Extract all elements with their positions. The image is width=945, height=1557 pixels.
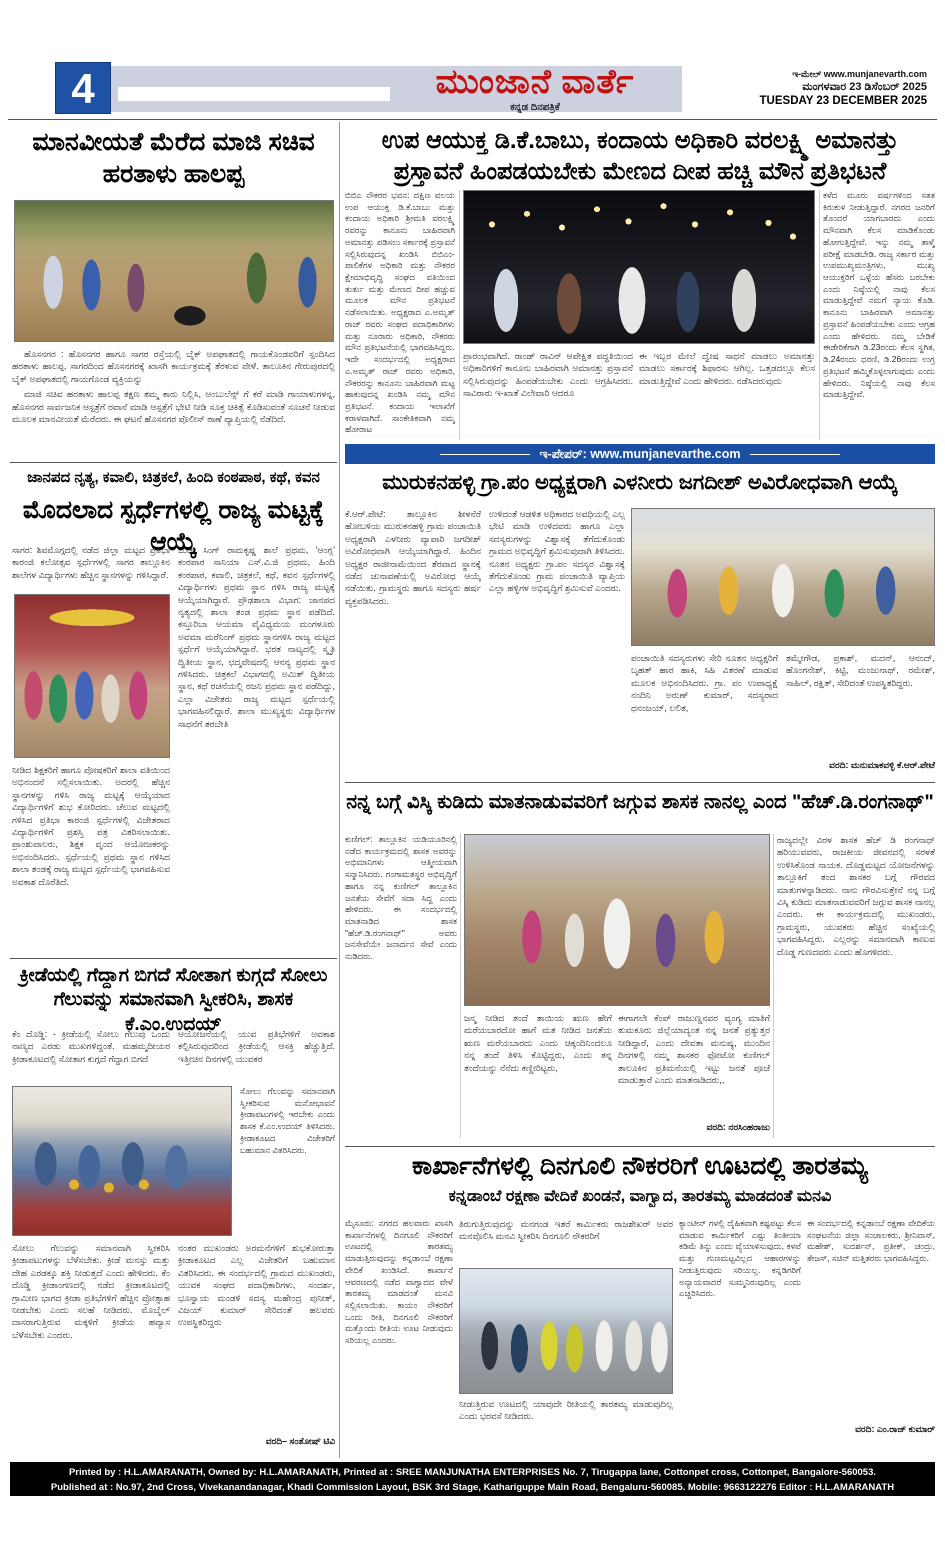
article-protest-col4: ಕಳೆದ ಮೂರು ವರ್ಷಗಳಿಂದ ಸತತ ಕಿರುಕುಳ ನೀಡುತ್ತಿದ್ದಾರೆ. ನಗರದ ಜನರಿಗೆ ತೊಂದರೆ ಯಾಗಬಾರದು ಎಂದು ಮೌನವಾಗಿ ಕೆಲಸ ಮಾಡಿಕೊಂಡು ಹೋಗುತ್ತಿದ್ದೇವೆ. ಇನ್ನು ನಮ್ಮ ತಾಳ್ಮೆ ಪರೀಕ್ಷೆ ಮಾಡಬೇಡಿ. ರಾಜ್ಯ ಸರ್ಕಾರ ಮತ್ತು ಉಪಮುಖ್ಯಮಂತ್ರಿಗಳು, ಮುಖ್ಯ ಆಯುಕ್ತರಿಗೆ ಒಳ್ಳೆಯ ಹೆಸರು ಬರಬೇಕು ಎಂದು ನಿಷ್ಠೆಯಲ್ಲಿ ನಾವು ಕೆಲಸ ಮಾಡುತ್ತಿದ್ದೇವೆ ನಮಗೆ ನ್ಯಾಯ ಕೊಡಿ. ಕಾನೂನು ಬಾಹಿರವಾಗಿ ಅಮಾನತ್ತು ಪ್ರಸ್ತಾವನೆ ಹಿಂಪಡೆಯಬೇಕು ಎಂದು ಆಗ್ರಹ ಎಂದು ಹೇಳಿದರು. ನಮ್ಮ ಬೇಡಿಕೆ ಈಡೇರಿಕೆಗಾಗಿ ಡಿ.23ರಂದು ಕೆಲಸ ಸ್ಥಗಿತ, ಡಿ.24ರಂದು ಧರಣಿ, ಡಿ.26ರಂದು ಉಗ್ರ ಪ್ರತಿಭಟನೆ ಹಮ್ಮಿಕೊಳ್ಳಲಾಗುವುದು ಎಂದು ಹೇಳಿದರು. ನಿಷ್ಠೆಯಲ್ಲಿ ನಾವು ಕೆಲಸ ಮಾಡುತ್ತಿದ್ದೇವೆ. [823,190,935,400]
article-humanity-body [12,348,335,460]
header-email: ಇ-ಮೇಲ್ www.munjanevarth.com [792,69,927,79]
epaper-url: ಇ-ಪೇಪರ್: www.munjanevarthe.com [539,446,741,461]
headline-line-1: ಉಪ ಆಯುಕ್ತ ಡಿ.ಕೆ.ಬಾಬು, ಕಂದಾಯ ಅಧಿಕಾರಿ ವರಲಕ್ಷ್ಮಿ ಅಮಾನತ್ತು [381,127,899,154]
article-protest-col3: ಈ ಇಬ್ಬರ ಮೇಲೆ ದ್ವೇಷ ಸಾಧನೆ ಮಾಡಲು ಅಮಾನತ್ತು ಮಾಡಲು ಸರ್ಕಾರಕ್ಕೆ ಶಿಫಾರಸು ಆಗಿಲ್ಲ. ಒತ್ತಡದಲ್ಲೂ ಕೆಲಸ ಮಾಡುತ್ತಿದ್ದೇವೆ ಎಂದು ಹೇಳಿದರು. ನಡೆಸಿದರುವುದು [639,351,815,386]
article-ranganath-col4: ರಾಜ್ಯದಲ್ಲೇ ವಿರಳ ಶಾಸಕ ಹೆಚ್ ಡಿ ರಂಗನಾಥ್ ಹರಿಯುವವರು, ರಾಜಕೀಯ ಜೀವನದಲ್ಲಿ ಸರಳತೆ ಉಳಿಸಿಕೊಂಡ ನಾಯಕ. ದೊಡ್ಡಮಟ್ಟದ ಯೋಜನೆಗಳನ್ನು ತಾಲ್ಲೂಕಿಗೆ ತಂದ ಶಾಸಕರ ಬಗ್ಗೆ ಗೌರವದ ಮಾತುಗಳನ್ನಾಡಿದರು. ನಾನು ಗೌರವಿಸುತ್ತೇನೆ ನನ್ನ ಬಗ್ಗೆ ವಿಸ್ಕಿ ಕುಡಿದು ಮಾತನಾಡುವವರಿಗೆ ಜಗ್ಗುವ ಶಾಸಕ ನಾನಲ್ಲ ಎಂದರು. ಈ ಕಾರ್ಯಕ್ರಮದಲ್ಲಿ ಮುಖಂಡರು, ಗ್ರಾಮಸ್ಥರು, ಯುವಕರು ಹೆಚ್ಚಿನ ಸಂಖ್ಯೆಯಲ್ಲಿ ಭಾಗವಹಿಸಿದ್ದರು. ಎಲ್ಲರನ್ನು ಸಮಾನವಾಗಿ ಕಾಣುವ ದೊಡ್ಡ ಗುಣದವರು ಎಂದು ಹೊಗಳಿದರು. [777,835,935,957]
article-ranganath-col3: ಈಗಾಗಲೇ ಕೆಂಪ್ ರಾಜುಣ್ಣನವರ ವ್ಯಂಗ್ಯ ಮಾತಿಗೆ ತುಮಕೂರು ಜಿಲ್ಲೆಯಾದ್ಯಂತ ನನ್ನ ಜನತೆ ಪ್ರತ್ಯುತ್ತರ ನೀಡಿದ್ದಾರೆ, ಎಂದು ದೇವತಾ ಮನುಷ್ಯ, ಮುಂದಿನ ದಿನಗಳಲ್ಲಿ ನಮ್ಮ ಶಾಸಕರ ಫೋಟೋ ಕುಣಿಗಲ್ ತಾಲೂಕಿನ ಪ್ರತಿಮನೆಯಲ್ಲಿ ಇಟ್ಟು ಜನತೆ ಪೂಜೆ ಮಾಡುತ್ತಾರೆ ಎಂದು ಮಾತನಾಡಿದರು,, [618,1013,770,1086]
inner-divider [819,190,820,440]
candle-vigil-photo [463,190,815,344]
article-sports-byline: ವರದಿ– ಸಂತೋಷ್ ಟಿವಿ [265,1436,335,1446]
article-murukanahalli-headline: ಮುರುಕನಹಳ್ಳಿ ಗ್ರಾ.ಪಂ ಅಧ್ಯಕ್ಷರಾಗಿ ಎಳನೀರು ಜಗದೀಶ್ ಅವಿರೋಧವಾಗಿ ಆಯ್ಕೆ [382,471,898,494]
article-protest-col2: ಪ್ರಾರಂಭವಾಗಿದೆ. ರಾಂಡ್ ರಾವಿನ್ ಆಪೇಕ್ಷಿತ ಪದ್ಧತಿಯಿಂದ ಅಧಿಕಾರಿಗಳಿಗೆ ಕಾನೂನು ಬಾಹಿರವಾಗಿ ಅಮಾನತ್ತು ಪ್ರಸ್ತಾವನೆ ಸಲ್ಲಿಸಿರುವುದನ್ನು ಹಿಂಪಡೆಯಬೇಕು ಎಂದು ಆಗ್ರಹಿಸಿದರು. ಸಾವಿರಾರು ಇ-ಖಾತೆ ವಿಲೇವಾರಿ ಆದರೂ [463,351,633,399]
article-ranganath-col2: ಜನ್ಮ ನೀಡಿದ ತಂದೆ ತಾಯಿಯ ಋಣ ಹೇಗೆ ಮರೆಯಬಾರದೋ ಹಾಗೆ ಮತ ನೀಡಿದ ಜನತೆಯ ಋಣ ಮರೆಯಬಾರದು ಎಂದು ಚಿಕ್ಕಂದಿನಿಂದಲೂ ನನ್ನ ತಂದೆ ತಿಳಿಸಿ ಕೊಟ್ಟಿದ್ದರು, ಎಂದು ತನ್ನ ತಂದೆಯನ್ನು ನೆನೆದು ಕಣ್ಣೀರಿಟ್ಟರು, [464,1013,612,1073]
inner-divider [460,834,461,1138]
garland-crowd-photo [631,508,935,646]
masthead-block [395,66,675,113]
strip-line-left [440,454,530,455]
cultural-event-photo [14,594,170,758]
imprint-line-1: Printed by : H.L.AMARANATH, Owned by: H.L.AMARANATH, Printed at : SREE MANJUNATHA ENTERPRISES No. 7, Tirugappa lane, Cottonpet cross, Cottonpet, Bangalore-560053. [68,1467,877,1478]
masthead-tagline: ಕನ್ನಡ ದಿನಪತ್ರಿಕೆ [510,102,560,113]
article-protest-headline [345,126,935,187]
article-humanity-headline: ಮಾನವೀಯತೆ ಮೆರೆದ ಮಾಜಿ ಸಚಿವ ಹರತಾಳು ಹಾಲಪ್ಪ [32,128,315,188]
masthead-title: ಮುಂಜಾನೆ ವಾರ್ತೆ [435,64,635,101]
article-factory-col4: ಈ ಸಂದರ್ಭದಲ್ಲಿ ಕನ್ನಡಾಂಬೆ ರಕ್ಷಣಾ ವೇದಿಕೆಯ ಸಂಘಟನೆಯ ಜಿಲ್ಲಾ ಸಂಚಾಲಕರು, ಶ್ರೀನಿವಾಸ್, ಮಹೇಶ್, ಸುದರ್ಶನ್, ಪ್ರತೀಕ್, ಚಂದ್ರು, ತೇಜಸ್, ಸಚಿನ್ ಮತ್ತಿತರರು ಭಾಗವಹಿಸಿದ್ದರು. [807,1218,935,1264]
article-factory-col2-bottom: ನೀಡುತ್ತಿರುವ ಊಟದಲ್ಲಿ ಯಾವುದೇ ರೀತಿಯಲ್ಲಿ ತಾರತಮ್ಯ ಮಾಡುವುದಿಲ್ಲ ಎಂದು ಭರವಸೆ ನೀಡಿದರು. [459,1399,673,1422]
article-ranganath-col1: ಕುಣಿಗಲ್: ತಾಲ್ಲೂಕಿನ ಯಡಿಯೂರಿನಲ್ಲಿ ನಡೆದ ಕಾರ್ಯಕ್ರಮದಲ್ಲಿ ಶಾಸಕ ಅವರನ್ನು ಅಭಿಮಾನಿಗಳು ಆತ್ಮೀಯವಾಗಿ ಸನ್ಮಾನಿಸಿದರು. ಗಂಗಾಮತಸ್ಥರ ಅಭಿವೃದ್ಧಿಗೆ ಹಾಗೂ ನನ್ನ ಕುಣಿಗಲ್ ತಾಲ್ಲೂಕಿನ ಜನತೆಯ ಸೇವೆಗೆ ಸದಾ ಸಿದ್ಧ ಎಂದು ಹೇಳಿದರು. ಈ ಸಂದರ್ಭದಲ್ಲಿ ಮಾತನಾಡಿದ ಶಾಸಕ "ಹೆಚ್.ಡಿ.ರಂಗನಾಥ್" ಅವರು ಜನಸೇವೆಯೇ ಜನಾರ್ದನ ಸೇವೆ ಎಂದು ನುಡಿದರು. [345,834,457,962]
section-rule [345,1146,935,1147]
article-factory-byline: ವರದಿ: ಎಂ.ರಾಜ್ ಕುಮಾರ್ [855,1424,935,1434]
article-murukanahalli-col4: ತಮ್ಮೇಗೌಡ, ಪ್ರಕಾಶ್, ಮದನ್, ಆನಂದ್, ಹೊಂಗನೇಶ್, ಕಿಟ್ಟಿ, ಮಂಜುನಾಥ್, ರಮೇಶ್, ಸಾಹಿಲ್, ರಕ್ಷಿತ್, ಸೇರಿದಂತೆ ಉಪಸ್ಥಿತರಿದ್ದರು. [786,653,935,688]
article-factory-subhead: ಕನ್ನಡಾಂಬೆ ರಕ್ಷಣಾ ವೇದಿಕೆ ಖಂಡನೆ, ವಾಗ್ವಾದ, ತಾರತಮ್ಯ ಮಾಡದಂತೆ ಮನವಿ [448,1188,832,1205]
article-sports-introB: ಆಯೋಜನೆಯಲ್ಲಿ ಯುವ ಪ್ರತಿಭೆಗಳಿಗೆ ಅವಕಾಶ ಕಲ್ಪಿಸಿರುವುದರಿಂದ ಕ್ರೀಡೆಯಲ್ಲಿ ಆಸಕ್ತಿ ಹೆಚ್ಚುತ್ತಿದೆ. ಇತ್ತೀಚಿನ ದಿನಗಳಲ್ಲಿ ಯುವಕರ [178,1029,335,1064]
article-competitions-colA-bottom: ನೀಡಿದ ಶಿಕ್ಷಕರಿಗೆ ಹಾಗೂ ಪೋಷಕರಿಗೆ ಶಾಲಾ ವತಿಯಿಂದ ಅಭಿನಂದನೆ ಸಲ್ಲಿಸಲಾಯಿತು. ಅದರಲ್ಲಿ ಹೆಚ್ಚಿನ ಸ್ಥಾನಗಳನ್ನು ಗಳಿಸಿ ರಾಜ್ಯ ಮಟ್ಟಕ್ಕೆ ಆಯ್ಕೆಯಾದ ವಿದ್ಯಾರ್ಥಿಗಳಿಗೆ ಶುಭ ಕೋರಿದರು. ಚೆಲುವ ಮಟ್ಟದಲ್ಲಿ ಗಳಿಸಿದ ಪ್ರತಿಭಾ ಕಾರಂಜಿ ಸ್ಪರ್ಧೆಗಳಲ್ಲಿ ವಿಜೇತರಾದ ವಿದ್ಯಾರ್ಥಿಗಳಿಗೆ ಪ್ರಶಸ್ತಿ ಪತ್ರ ವಿತರಿಸಲಾಯಿತು. ಪ್ರಾಂಶುಪಾಲರು, ಶಿಕ್ಷಕ ವೃಂದ ಆಯೋಜಕರನ್ನು ಅಭಿನಂದಿಸಿದರು. ಸ್ಪರ್ಧೆಯಲ್ಲಿ ಪ್ರಥಮ ಸ್ಥಾನ ಗಳಿಸಿದ ಶಾಲಾ ತಂಡಕ್ಕೆ ರಾಜ್ಯ ಮಟ್ಟದ ಸ್ಪರ್ಧೆಯಲ್ಲಿ ಭಾಗವಹಿಸುವ ಅವಕಾಶ ದೊರೆತಿದೆ. [12,765,170,887]
article-sports-introA: ಕೆಂ ದೊಡ್ಡಿ: - ಕ್ರೀಡೆಯಲ್ಲಿ ಸೋಲು ಗೆಲುವು ಒಂದು ನಾಣ್ಯದ ಎರಡು ಮುಖಗಳಿದ್ದಂತೆ. ಮಹಮ್ಮದೀಯರ ಕ್ರೀಡಾಕೂಟದಲ್ಲಿ ಸೋತಾಗ ಕುಗ್ಗದೆ ಗೆದ್ದಾಗ ಬಿಗದೆ [12,1029,170,1064]
inner-divider [459,190,460,440]
article-competitions-colA-top: ಸಾಗರ: ಶಿವಮೊಗ್ಗದಲ್ಲಿ ನಡೆದ ಜಿಲ್ಲಾ ಮಟ್ಟದ ಪ್ರತಿಭಾ ಕಾರಂಜಿ ಕಲೋತ್ಸವ ಸ್ಪರ್ಧೆಗಳಲ್ಲಿ ಸಾಗರ ತಾಲ್ಲೂಕಿನ ಶಾಲೆಗಳ ವಿದ್ಯಾರ್ಥಿಗಳು ಹೆಚ್ಚಿನ ಸ್ಥಾನಗಳನ್ನು ಗಳಿಸಿದ್ದಾರೆ. [12,545,170,580]
article-sports-headline: ಕ್ರೀಡೆಯಲ್ಲಿ ಗೆದ್ದಾಗ ಬಿಗದೆ ಸೋತಾಗ ಕುಗ್ಗದೆ ಸೋಲು ಗೆಲುವನ್ನು ಸಮಾನವಾಗಿ ಸ್ವೀಕರಿಸಿ, ಶಾಸಕ ಕೆ.ಎಂ.ಉದಯ್ [19,965,328,1035]
article-competitions-colB: ಬುಡಾ ಸಿಂಗ್ ರಾಮಕೃಷ್ಣ ಶಾಲೆ ಪ್ರಥಮ, 'ಆಂಗ್ಲ' ಕಂಠಪಾಠ ಸಾನಿಯಾ ಎಸ್.ವಿ.ಜಿ ಪ್ರಥಮ, ಹಿಂದಿ ಕಂಠಪಾಠ, ಕವಾಲಿ, ಚಿತ್ರಕಲೆ, ಕಥೆ, ಕವನ ಸ್ಪರ್ಧೆಗಳಲ್ಲಿ ವಿದ್ಯಾರ್ಥಿಗಳು ಪ್ರಥಮ ಸ್ಥಾನ ಗಳಿಸಿ ರಾಜ್ಯ ಮಟ್ಟಕ್ಕೆ ಆಯ್ಕೆಯಾಗಿದ್ದಾರೆ. ಪ್ರೌಢಶಾಲಾ ವಿಭಾಗ: ಜಾನಪದ ನೃತ್ಯದಲ್ಲಿ ಶಾಲಾ ತಂಡ ಪ್ರಥಮ ಸ್ಥಾನ ಪಡೆದಿದೆ. ಕಸ್ತೂರಿಬಾ ಆಯಮಾ ವೈವಿಧ್ಯಮಯ ಮಂಗಳೂರು ಅವಮಾ ಮರೆನಿಂಗ್ ಪ್ರಥಮ ಸ್ಥಾನಗಳಿಸಿ ರಾಜ್ಯ ಮಟ್ಟದ ಸ್ಪರ್ಧೆಗೆ ಆಯ್ಕೆಯಾಗಿದ್ದಾರೆ. ಭರತ ನಾಟ್ಯದಲ್ಲಿ ಸ್ಮೃತಿ ದ್ವಿತೀಯ ಸ್ಥಾನ, ಛದ್ಮವೇಷದಲ್ಲಿ ಆನನ್ಯ ಪ್ರಥಮ ಸ್ಥಾನ ಗಳಿಸಿದರು. ಚಿತ್ರಕಲೆ ವಿಭಾಗದಲ್ಲಿ ಅಮಿತ್ ದ್ವಿತೀಯ ಸ್ಥಾನ, ಕಥೆ ರಚನೆಯಲ್ಲಿ ರಜನಿ ಪ್ರಥಮ ಸ್ಥಾನ ಪಡೆದಿದ್ದು, ಎಲ್ಲಾ ವಿಜೇತರು ರಾಜ್ಯ ಮಟ್ಟದ ಸ್ಪರ್ಧೆಯಲ್ಲಿ ಭಾಗವಹಿಸಲಿದ್ದಾರೆ. ಶಾಲಾ ಮುಖ್ಯಸ್ಥರು ವಿದ್ಯಾರ್ಥಿಗಳ ಸಾಧನೆಗೆ ತರಬೇತಿ [178,545,335,729]
article-ranganath-byline: ವರದಿ: ನರಸಿಂಹರಾಜು [706,1122,770,1132]
column-divider [339,122,340,1458]
article-sports-colB: ನಂತರ ಮುಖಂಡರು ಅರಮನೆಗಳಿಗೆ ಶುಭಕೋರುತ್ತಾ ಕ್ರೀಡಾಕೂಟದ ಎಲ್ಲ ವಿಜೇತರಿಗೆ ಬಹುಮಾನ ವಿತರಿಸಿದರು. ಈ ಸಂದರ್ಭದಲ್ಲಿ ಗ್ರಾಮದ ಮುಖಂಡರು, ಯುವಕ ಸಂಘದ ಪದಾಧಿಕಾರಿಗಳು, ಸಂದರ್ಶ, ಭೂಸ್ವಾಯ ಮಂಡಳಿ ಸದಸ್ಯ ಮಹೇಂದ್ರ ಪುನೀತ್, ವಿಜಯ್ ಕುಮಾರ್ ಸೇರಿದಂತೆ ಹಲವರು ಉಪಸ್ಥಿತರಿದ್ದರು [178,1243,335,1328]
header-info-box [682,66,935,112]
header-white-slot [118,87,390,101]
article-sports-colA: ಸೋಲು ಗೆಲುವನ್ನು ಸಮಾನವಾಗಿ ಸ್ವೀಕರಿಸಿ ಕ್ರೀಡಾಪಟುಗಳನ್ನು ಬೆಳೆಸಬೇಕು. ಕ್ರೀಡೆ ಮನಸ್ಸು ಮತ್ತು ದೇಹ ಎರಡಕ್ಕೂ ಶಕ್ತಿ ನೀಡುತ್ತದೆ ಎಂದು ಹೇಳಿದರು. ಕೆಂ ದೊಡ್ಡಿ ಕ್ರೀಡಾಂಗಣದಲ್ಲಿ ನಡೆದ ಕ್ರೀಡಾಕೂಟದಲ್ಲಿ ಗ್ರಾಮೀಣ ಭಾಗದ ಕ್ರೀಡಾ ಪ್ರತಿಭೆಗಳಿಗೆ ಹೆಚ್ಚಿನ ಪ್ರೋತ್ಸಾಹ ನೀಡಬೇಕು ಎಂದು ಸಲಹೆ ನೀಡಿದರು. ಮೊಬೈಲ್ ದಾಸರಾಗುತ್ತಿರುವ ಮಕ್ಕಳಿಗೆ ಕ್ರೀಡೆಯ ಹವ್ಯಾಸ ಬೆಳೆಸಬೇಕು ಎಂದರು. [12,1243,170,1340]
imprint-footer [10,1462,935,1496]
article-factory-headline: ಕಾರ್ಖಾನೆಗಳಲ್ಲಿ ದಿನಗೂಲಿ ನೌಕರರಿಗೆ ಊಟದಲ್ಲಿ ತಾರತಮ್ಯ [411,1152,869,1180]
header-date-kannada: ಮಂಗಳವಾರ 23 ಡಿಸೆಂಬರ್ 2025 [802,81,927,93]
article-factory-col3: ಕ್ಯಾಂಟೀನ್ ಗಳಲ್ಲಿ ದೈಹಿಕವಾಗಿ ಕಷ್ಟಪಟ್ಟು ಕೆಲಸ ಮಾಡುವ ಕಾರ್ಮಿಕರಿಗೆ ಎಷ್ಟು ತಿಂತೀಯಾ ಕಡಿಮೆ ತಿನ್ನು ಎಂದು ವ್ಯೆಯಾಳಿಸುವುದು, ಕಳಪೆ ಮತ್ತು ಗುಣಮಟ್ಟವಿಲ್ಲದ ಆಹಾರಗಳನ್ನು ನೀಡುತ್ತಿರುವುದು ಸರಿಯಲ್ಲ. ಕನ್ನಡಿಗರಿಗೆ ಅನ್ಯಾಯವಾದರೆ ಸುಮ್ಮನಿರುವುದಿಲ್ಲ ಎಂದು ಎಚ್ಚರಿಸಿದರು. [679,1218,801,1299]
sports-prize-photo [12,1086,232,1236]
article-murukanahalli-col1: ಕೆ.ಆರ್.ಪೇಟೆ: ತಾಲ್ಲೂಕಿನ ಶೀಳನೆರೆ ಹೋಬಳಿಯ ಮುರುಕನಹಳ್ಳಿ ಗ್ರಾಮ ಪಂಚಾಯಿತಿ ಅಧ್ಯಕ್ಷರಾಗಿ ಎಳನೀರು ವ್ಯಾಪಾರಿ ಜಗದೀಶ್ ಅವಿರೋಧವಾಗಿ ಆಯ್ಕೆಯಾಗಿದ್ದಾರೆ. ಹಿಂದಿನ ಅಧ್ಯಕ್ಷರ ರಾಜೀನಾಮೆಯಿಂದ ತೆರವಾದ ಸ್ಥಾನಕ್ಕೆ ನಡೆದ ಚುನಾವಣೆಯಲ್ಲಿ ಅವಿರೋಧ ಆಯ್ಕೆ ನಡೆಯಿತು. ಗ್ರಾಮಸ್ಥರು ಹಾಗೂ ಸದಸ್ಯರು ಹರ್ಷ ವ್ಯಕ್ತಪಡಿಸಿದರು. [345,509,481,606]
article-protest-col1: ಬಿಬಿಎ ನೌಕರರ ಭವನ: ದಕ್ಷಿಣ ವಲಯ ಉಪ ಆಯುಕ್ತ ಡಿ.ಕೆ.ಬಾಬು ಮತ್ತು ಕಂದಾಯ ಅಧಿಕಾರಿ ಶ್ರೀಮತಿ ವರಲಕ್ಷ್ಮಿ ರವರನ್ನು ಕಾನೂನು ಬಾಹಿರವಾಗಿ ಅಮಾನತ್ತು ಪಡಿಸಲು ಸರ್ಕಾರಕ್ಕೆ ಪ್ರಸ್ತಾವನೆ ಸಲ್ಲಿಸಿರುವುದನ್ನ ಖಂಡಿಸಿ ಬಿಬಿಎಂ-ಪಾಲಿಕೆಗಳ ಅಧಿಕಾರಿ ಮತ್ತು ನೌಕರರ ಕ್ಷೇಮಾಭಿವೃದ್ಧಿ ಸಂಘದ ವತಿಯಿಂದ ತುರ್ತು ಮತ್ತು ಮೇಣದ ದೀಪ ಹಚ್ಚುವ ಮೂಲಕ ಮೌನ ಪ್ರತಿಭಟನೆ ನಡೆಸಲಾಯಿತು. ಅಧ್ಯಕ್ಷರಾದ ಎ.ಅಮೃತ್ ರಾಜ್ ರವರು ಸಂಘದ ಪದಾಧಿಕಾರಿಗಳು ಮತ್ತು ನೂರಾರು ಅಧಿಕಾರಿ, ನೌಕರರು ಮೌನ ಪ್ರತಿಭಟನೆಯಲ್ಲಿ ಭಾಗವಹಿಸಿದ್ದರು. ಇದೇ ಸಂದರ್ಭದಲ್ಲಿ ಅಧ್ಯಕ್ಷರಾದ ಎ.ಅಮೃತ್ ರಾಜ್ ರವರು ಅಧಿಕಾರಿ, ನೌಕರರನ್ನು ಕಾನೂನು ಬಾಹಿರವಾಗಿ ಮಟ್ಟ ಹಾಕುವುದನ್ನ ಖಂಡಿಸಿ ನಮ್ಮ ಮೌನ ಪ್ರತಿಭಟನೆ. ಕಂದಾಯ ಇಲಾಖೆಗೆ ಕರಾಳವಾಗಿದೆ. ಸಾಂಕೇತಿಕವಾಗಿ ನಮ್ಮ ಹೋರಾಟ [345,190,455,435]
section-rule [345,782,935,783]
article-competitions-kicker: ಜಾನಪದ ನೃತ್ಯ, ಕವಾಲಿ, ಚಿತ್ರಕಲೆ, ಹಿಂದಿ ಕಂಠಪಾಠ, ಕಥೆ, ಕವನ [27,469,320,486]
imprint-line-2: Published at : No.97, 2nd Cross, Vivekanandanagar, Khadi Commission Layout, BSK 3rd Stage, Kathariguppe Main Road, Bengaluru-560085. Mobile: 9663122276 Editor : H.L.AMARANATH [50,1482,895,1494]
factory-workers-photo [459,1268,673,1394]
section-rule [10,462,337,463]
paragraph: ಮಾಜಿ ಸಚಿವ ಹರತಾಳು ಹಾಲಪ್ಪ ತಕ್ಷಣ ತಮ್ಮ ಕಾರು ನಿಲ್ಲಿಸಿ, ಆಂಬುಲೆನ್ಸ್ ಗೆ ಕರೆ ಮಾಡಿ ಗಾಯಾಳುಗಳನ್ನ, ಹೊಸನಗರ ಸಾರ್ವಜನಿಕ ಆಸ್ಪತ್ರೆಗೆ ರವಾನೆ ಮಾಡಿ ಆಸ್ಪತ್ರೆಗೆ ಭೇಟಿ ನೀಡಿ ಸೂಕ್ತ ಚಿಕಿತ್ಸೆ ಕೊಡಿಸುವಂತೆ ಸೂಚನೆ ನೀಡುವ ಮೂಲಕ ಮಾನವೀಯತೆ ಮೆರೆದರು. ಈ ಘಟನೆ ಹೊಸನಗರ ಪೊಲೀಸ್ ಠಾಣೆ ವ್ಯಾಪ್ತಿಯಲ್ಲಿ ನೆಡೆದಿದೆ. [12,389,335,425]
header-date-english: TUESDAY 23 DECEMBER 2025 [759,95,927,107]
strip-line-right [750,454,840,455]
article-factory-col1: ಮೈಸೂರು: ನಗರದ ಹಲವಾರು ಖಾಸಗಿ ಕಾರ್ಖಾನೆಗಳಲ್ಲಿ ದಿನಗೂಲಿ ನೌಕರರಿಗೆ ಊಟದಲ್ಲಿ ತಾರತಮ್ಯ ಮಾಡುತ್ತಿರುವುದನ್ನು ಕನ್ನಡಾಂಬೆ ರಕ್ಷಣಾ ವೇದಿಕೆ ಖಂಡಿಸಿದೆ. ಕಾರ್ಖಾನೆ ಆವರಣದಲ್ಲಿ ನಡೆದ ವಾಗ್ವಾದದ ವೇಳೆ ತಾರತಮ್ಯ ಮಾಡದಂತೆ ಮನವಿ ಸಲ್ಲಿಸಲಾಯಿತು. ಕಾಯಂ ನೌಕರರಿಗೆ ಒಂದು ರೀತಿ, ದಿನಗೂಲಿ ನೌಕರರಿಗೆ ಮತ್ತೊಂದು ರೀತಿಯ ಊಟ ನೀಡುವುದು ಸರಿಯಲ್ಲ ಎಂದರು. [345,1218,453,1346]
page-number: 4 [55,62,111,114]
article-murukanahalli-col3: ಪಂಚಾಯಿತಿ ಸದಸ್ಯರುಗಳು ಸೇರಿ ನೂತನ ಅಧ್ಯಕ್ಷರಿಗೆ ಬೃಹತ್ ಹಾರ ಹಾಕಿ, ಸಿಹಿ ವಿತರಣೆ ಮಾಡುವ ಮೂಲಕ ಅಭಿನಂದಿಸಿದರು. ಗ್ರಾ. ಪಂ ಉಪಾಧ್ಯಕ್ಷೆ ನಂದಿನಿ ಅರುಣ್ ಕುಮಾರ್, ಸದಸ್ಯರಾದ ಧನಂಜಯ್, ಲಲಿತ, [631,653,778,713]
article-sports-side: ಸೋಲು ಗೆಲುವನ್ನು ಸಮಾನವಾಗಿ ಸ್ವೀಕರಿಸುವ ಮನೋಭಾವನೆ ಕ್ರೀಡಾಪಟುಗಳಲ್ಲಿ ಇರಬೇಕು ಎಂದು ಶಾಸಕ ಕೆ.ಎಂ.ಉದಯ್ ತಿಳಿಸಿದರು. ಕ್ರೀಡಾಕೂಟದ ವಿಜೇತರಿಗೆ ಬಹುಮಾನ ವಿತರಿಸಿದರು. [240,1086,335,1155]
article-ranganath-headline: ನನ್ನ ಬಗ್ಗೆ ವಿಸ್ಕಿ ಕುಡಿದು ಮಾತನಾಡುವವರಿಗೆ ಜಗ್ಗುವ ಶಾಸಕ ನಾನಲ್ಲ ಎಂದ "ಹೆಚ್.ಡಿ.ರಂಗನಾಥ್" [346,791,934,813]
section-rule [10,958,337,959]
article-murukanahalli-col2: ಉಳಿದಂತೆ ಆಡಳಿತ ಅಧಿಕಾರದ ಅವಧಿಯಲ್ಲಿ ಎಲ್ಲ ಭೇಟಿ ಮಾಡಿ ಉಳಿದವರು ಹಾಗೂ ಎಲ್ಲಾ ಸದಸ್ಯರುಗಳನ್ನು ವಿಶ್ವಾಸಕ್ಕೆ ತೆಗೆದುಕೊಂಡು ಗ್ರಾಮದ ಅಭಿವೃದ್ಧಿಗೆ ಶ್ರಮಿಸುವುದಾಗಿ ತಿಳಿಸಿದರು. ನೂತನ ಅಧ್ಯಕ್ಷರು ಗ್ರಾ.ಪಂ ಸದಸ್ಯರ ವಿಶ್ವಾಸಕ್ಕೆ ತೆಗೆದುಕೊಂಡು ಗ್ರಾಮ ಪಂಚಾಯಿತಿ ವ್ಯಾಪ್ತಿಯ ಎಲ್ಲಾ ಹಳ್ಳಿಗಳ ಅಭಿವೃದ್ಧಿಗೆ ಶ್ರಮಿಸುವೆ ಎಂದರು. [489,509,625,594]
epaper-strip [345,444,935,464]
paragraph: ಹೊಸನಗರ : ಹೊಸನಗರ ಹಾಗೂ ಸಾಗರ ರಸ್ತೆಯಲ್ಲಿ ಬೈಕ್ ಅಪಘಾತದಲ್ಲಿ ಗಾಯಕೊಂಡವರಿಗೆ ಸ್ಪಂದಿಸಿದ ಹರತಾಳು ಹಾಲಪ್ಪ. ಸಾಗರದಿಂದ ಹೊಸನಗರಕ್ಕೆ ಖಾಸಗಿ ಕಾರ್ಯಕ್ರಮಕ್ಕೆ ತೆರಳುವ ವೇಳೆ. ತಾಲೂಕಿನ ಗೇರುಪುರದಲ್ಲಿ ಬೈಕ್ ಅಪಘಾತದಲ್ಲಿ ಗಾಯಗೊಂಡ ವ್ಯಕ್ತಿಯನ್ನು [12,349,335,384]
accident-scene-photo [14,200,334,342]
article-factory-col2-top: ತಿರುಗುತ್ತಿರುವುದನ್ನು ಮನಗಂಡ ಇತರೆ ಕಾರ್ಮಿಕರು ರಾಜಶೇಖರ್ ಅವರ ಮನವೊಲಿಸಿ ಮನವಿ ಸ್ವೀಕರಿಸಿ ದಿನಗೂಲಿ ನೌಕರರಿಗೆ [459,1219,673,1242]
header-rule [8,119,937,120]
felicitation-crowd-photo [464,834,770,1006]
inner-divider [773,834,774,1138]
article-murukanahalli-byline: ವರದಿ: ಮನುಮಾಕವಳ್ಳಿ ಕೆ.ಆರ್.ಪೇಟೆ [829,760,935,770]
headline-line-2: ಪ್ರಸ್ತಾವನೆ ಹಿಂಪಡಯಬೇಕು ಮೇಣದ ದೀಪ ಹಚ್ಚಿ ಮೌನ ಪ್ರತಿಭಟನೆ [393,157,887,185]
article-competitions-headline: ಮೊದಲಾದ ಸ್ಪರ್ಧೆಗಳಲ್ಲಿ ರಾಜ್ಯ ಮಟ್ಟಕ್ಕೆ ಆಯ್ಕೆ [22,496,325,556]
